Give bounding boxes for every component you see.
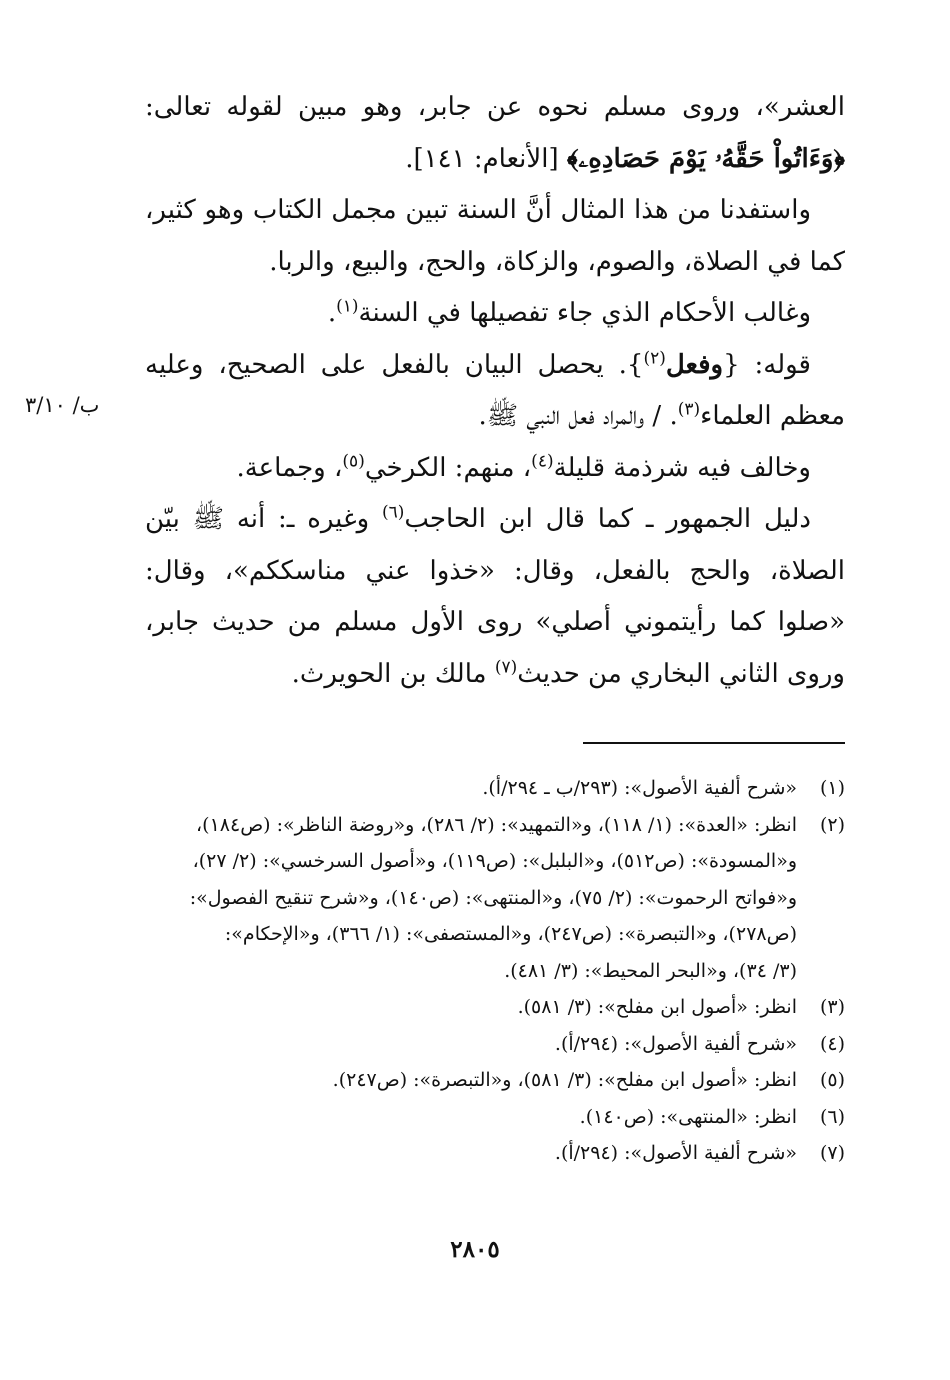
quran-verse: ﴿وَءَاتُواْ حَقَّهُۥ يَوْمَ حَصَادِهِۦ﴾: [566, 143, 845, 174]
footnote-line: انظر: «المنتهى»: (ص١٤٠).: [579, 1105, 797, 1128]
footnote-5: [145, 1062, 845, 1099]
footnote-marker-4[interactable]: (٤): [531, 450, 554, 471]
paragraph-6-mid: وغيره ـ: أنه ﷺ بيّن الصلاة، والحج بالفعل، وقال: «خذوا عني مناسككم»، وقال: «صلوا كما رأيتموني أصلي» روى الأول مسلم من حديث جابر، وروى الثاني البخاري من حديث: [145, 504, 845, 689]
footnote-1: [145, 770, 845, 807]
paragraph-1-text: العشر»، وروى مسلم نحوه عن جابر، وهو مبين لقوله تعالى:: [145, 92, 845, 122]
verse-citation: [الأنعام: ١٤١].: [405, 143, 567, 174]
footnote-number: (٥): [819, 1069, 845, 1091]
main-text: [145, 82, 845, 700]
paragraph-6-end: مالك بن الحويرث.: [291, 658, 495, 689]
footnote-line: «شرح ألفية الأصول»: (٢٩٤/أ).: [554, 1142, 797, 1164]
paragraph-4-text: }. يحصل البيان بالفعل على الصحيح، وعليه معظم العلماء: [145, 349, 845, 431]
paragraph-6: [145, 494, 845, 700]
paragraph-5-mid: ، منهم: الكرخي: [364, 452, 532, 483]
footnote-line: و«فواتح الرحموت»: (٢/ ٧٥)، و«المنتهى»: (ص١٤٠)، و«شرح تنقيح الفصول»:: [189, 886, 797, 909]
footnote-marker-1[interactable]: (١): [336, 296, 359, 317]
footnote-4: [145, 1026, 845, 1063]
footnotes: [145, 770, 845, 1172]
paragraph-5-end: ، وجماعة.: [236, 452, 343, 483]
footnote-line: «شرح ألفية الأصول»: (٢٩٤/أ).: [554, 1032, 797, 1055]
page-number: ٢٨٠٥: [450, 1236, 500, 1263]
footnote-6: [145, 1099, 845, 1136]
paragraph-3-text: وغالب الأحكام الذي جاء تفصيلها في السنة: [358, 298, 811, 328]
paragraph-2: واستفدنا من هذا المثال أنَّ السنة تبين مجمل الكتاب وهو كثير، كما في الصلاة، والصوم، والزكاة، والحج، والبيع، والربا.: [145, 195, 845, 277]
paragraph-5: [145, 443, 845, 495]
footnote-marker-3[interactable]: (٣): [677, 399, 701, 420]
footnote-number: (٦): [819, 1105, 845, 1128]
paragraph-4-end: . / والمراد فعل النبي ﷺ.: [478, 401, 678, 431]
footnote-7: [145, 1135, 845, 1172]
footnote-2: [145, 807, 845, 990]
footnote-line: انظر: «العدة»: (١/ ١١٨)، و«التمهيد»: (٢/ ٢٨٦)، و«روضة الناظر»: (ص١٨٤)،: [196, 813, 797, 836]
footnote-line: (٣/ ٣٤)، و«البحر المحيط»: (٣/ ٤٨١).: [504, 959, 797, 982]
footnote-line: (ص٢٧٨)، و«التبصرة»: (ص٢٤٧)، و«المستصفى»: (١/ ٣٦٦)، و«الإحكام»:: [224, 923, 797, 945]
footnote-marker-7[interactable]: (٧): [494, 656, 518, 677]
footnote-line: انظر: «أصول ابن مفلح»: (٣/ ٥٨١).: [517, 996, 797, 1018]
paragraph-3-end: .: [327, 298, 337, 328]
paragraph-5-text: وخالف فيه شرذمة قليلة: [553, 452, 811, 483]
paragraph-3: [145, 288, 845, 340]
footnote-line: «شرح ألفية الأصول»: (٢٩٣/ب ـ ٢٩٤/أ).: [482, 777, 797, 799]
manuscript-folio-reference: ب/ ٣/١٠: [25, 393, 100, 417]
footnote-number: (٤): [819, 1032, 845, 1055]
footnote-separator: [583, 742, 845, 744]
footnote-line: و«المسودة»: (ص٥١٢)، و«البلبل»: (ص١١٩)، و«أصول السرخسي»: (٢/ ٢٧)،: [192, 850, 797, 872]
paragraph-6-text: دليل الجمهور ـ كما قال ابن الحاجب: [404, 504, 811, 534]
footnote-3: [145, 989, 845, 1026]
footnote-marker-5[interactable]: (٥): [342, 450, 365, 471]
paragraph-4-lead: قوله: {: [723, 349, 811, 380]
footnote-marker-6[interactable]: (٦): [381, 502, 405, 523]
footnote-marker-2[interactable]: (٢): [643, 347, 666, 368]
footnote-number: (٧): [819, 1142, 845, 1164]
paragraph-1: [145, 82, 845, 185]
footnote-number: (٢): [819, 813, 845, 836]
footnote-number: (١): [819, 777, 845, 799]
paragraph-4: [145, 340, 845, 443]
matn-term: وفعل: [665, 349, 724, 380]
footnote-number: (٣): [819, 996, 845, 1018]
footnote-line: انظر: «أصول ابن مفلح»: (٣/ ٥٨١)، و«التبصرة»: (ص٢٤٧).: [332, 1069, 797, 1091]
